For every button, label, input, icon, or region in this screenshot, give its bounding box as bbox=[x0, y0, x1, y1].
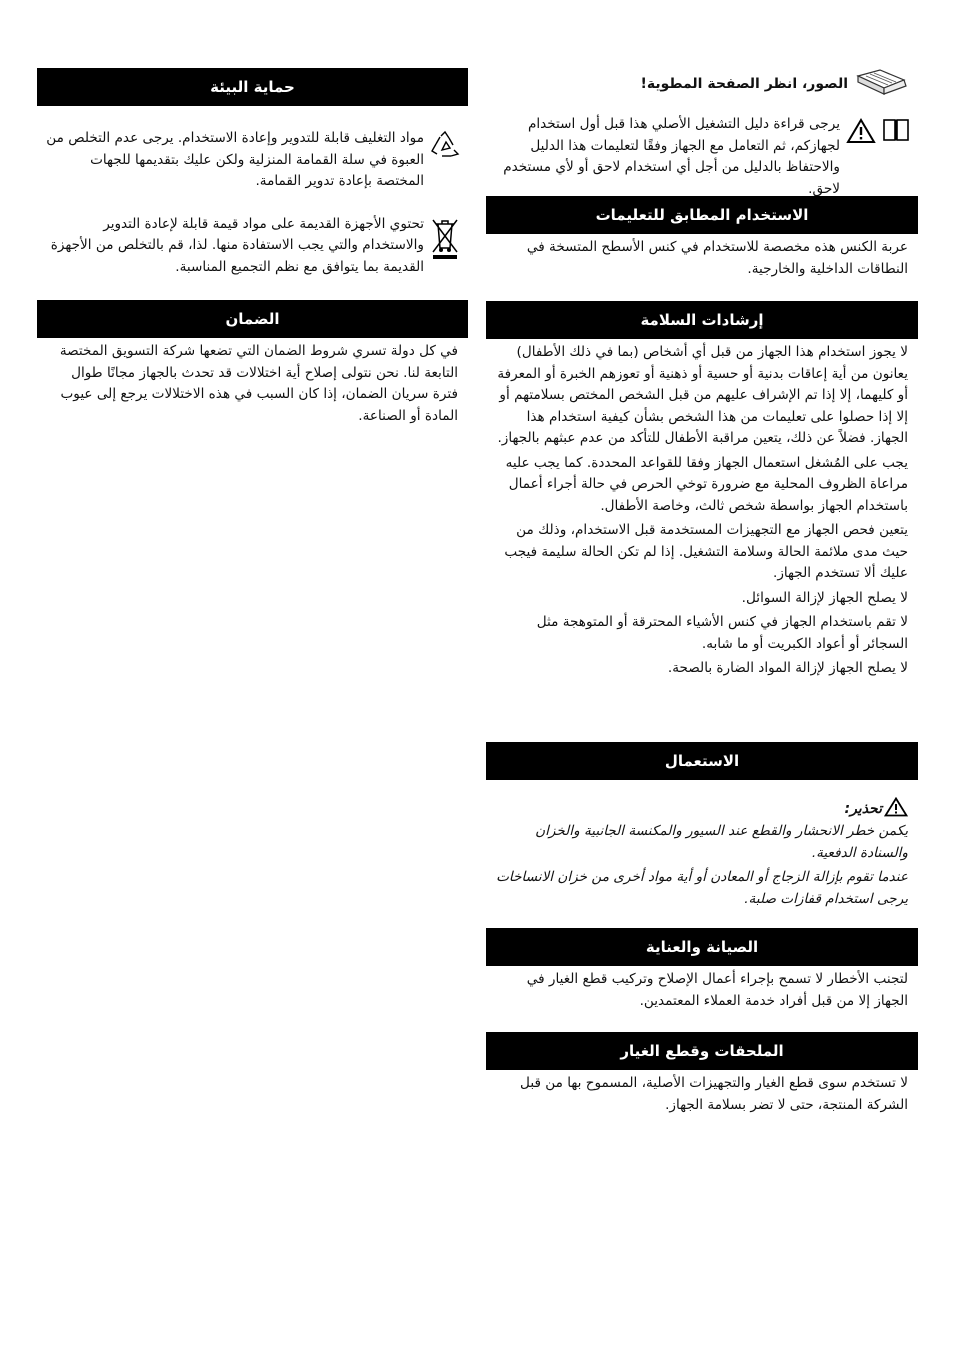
accessories-text: لا تستخدم سوى قطع الغيار والتجهيزات الأصلية، المسموح بها من قبل الشركة المنتجة، حتى لا تضر بسلامة الجهاز. bbox=[520, 1075, 908, 1113]
warranty-section bbox=[37, 300, 468, 427]
environment-section bbox=[37, 68, 468, 278]
maintenance-section bbox=[486, 928, 918, 1012]
maintenance-text: لتجنب الأخطار لا تسمح بإجراء أعمال الإصلاح وتركيب قطع الغيار في الجهاز إلا من قبل أفراد خدمة العملاء المعتمدين. bbox=[526, 971, 908, 1009]
crossed-bin-icon bbox=[430, 216, 460, 264]
intended-use-section bbox=[486, 196, 918, 280]
book-icon bbox=[854, 66, 910, 102]
environment-heading: حماية البيئة bbox=[37, 68, 468, 106]
intended-use-heading: الاستخدام المطابق للتعليمات bbox=[486, 196, 918, 234]
safety-heading: إرشادات السلامة bbox=[486, 301, 918, 339]
manual-icon bbox=[882, 118, 910, 146]
safety-paragraph: لا يجوز استخدام هذا الجهاز من قبل أي أشخاص (بما في ذلك الأطفال) يعانون من أية إعاقات بدنية أو حسية أو ذهنية أو تعوزهم الخبرة أو المعرفة أو كليهما، إلا إذا تم الإشراف عليهم من قبل الشخص المختص بسلامتهم أو إلا إذا حصلوا على تعليمات من هذا الشخص بشأن كيفية استخدام هذا الجهاز. فضلاً عن ذلك، يتعين مراقبة الأطفال للتأكد من عدم عبثهم بالجهاز. bbox=[497, 344, 908, 446]
warning-icon bbox=[884, 797, 908, 821]
safety-paragraph: لا تقم باستخدام الجهاز في كنس الأشياء المحترقة أو المتوهجة مثل السجائر أو أعواد الكبريت أو ما شابه. bbox=[536, 614, 908, 652]
safety-paragraph: يتعين فحص الجهاز مع التجهيزات المستخدمة قبل الاستخدام، وذلك من حيث مدى ملائمة الحالة وسلامة التشغيل. إذا لم تكن الحالة سليمة فيجب عليك ألا تستخدم الجهاز. bbox=[504, 522, 908, 581]
warning-icon bbox=[846, 118, 876, 148]
recycle-icon bbox=[430, 130, 460, 164]
maintenance-heading: الصيانة والعناية bbox=[486, 928, 918, 966]
warranty-text: في كل دولة تسري شروط الضمان التي تضعها شركة التسويق المختصة التابعة لنا. نحن نتولى إصلاح أية اختلالات قد تحدث بالجهاز مجانًا طوال فترة سريان الضمان، إذا كان السبب في هذه الاختلالات يرجع إلى عيوب المادة أو الصناعة. bbox=[59, 343, 458, 424]
safety-paragraph: يجب على المُشغل استعمال الجهاز وفقا للقواعد المحددة. كما يجب عليه مراعاة الظروف المحلية مع ضرورة توخي الحرص في حالة أجراء أعمال باستخدام الجهاز بواسطة شخص ثالث، وخاصة الأطفال. bbox=[505, 454, 908, 514]
warning-title-row bbox=[486, 797, 918, 821]
accessories-section bbox=[486, 1032, 918, 1116]
read-manual-text: يرجى قراءة دليل التشغيل الأصلي هذا قبل أول استخدام لجهازكم، ثم التعامل مع الجهاز وفقًا لتعليمات هذا الدليل والاحتفاظ بالدليل من أجل أي استخدام لاحق أو لأي مستخدم لاحق. bbox=[503, 116, 840, 197]
safety-paragraph: لا يصلح الجهاز لإزالة السوائل. bbox=[741, 589, 908, 606]
packaging-text: مواد التغليف قابلة للتدوير وإعادة الاستخدام. يرجى عدم التخلص من العبوة في سلة القمامة المنزلية ولكن عليك بتقديمها للجهات المختصة بإعادة تدوير القمامة. bbox=[46, 130, 424, 189]
old-devices-text: تحتوي الأجهزة القديمة على مواد قيمة قابلة لإعادة التدوير والاستخدام والتي يجب الاستفادة منها. لذا، قم بالتخلص من الأجهزة القديمة بما يتوافق مع نظم التجميع المناسبة. bbox=[50, 215, 424, 275]
safety-section bbox=[486, 301, 918, 680]
accessories-heading: الملحقات وقطع الغيار bbox=[486, 1032, 918, 1070]
warning-text: عندما تقوم بإزالة الزجاج أو المعادن أو أية مواد أخرى من خزان الانساخات يرجى استخدام قفازات صلبة. bbox=[496, 869, 908, 907]
operation-section bbox=[486, 742, 918, 910]
warranty-heading: الضمان bbox=[37, 300, 468, 338]
packaging-row bbox=[37, 128, 468, 193]
warning-text: يكمن خطر الانحشار والقطع عند السيور والمكنسة الجانبية والخزان والسنادة الدفعية. bbox=[535, 823, 908, 861]
fold-note-row bbox=[486, 66, 910, 102]
warning-label: تحذير: bbox=[844, 801, 882, 817]
safety-paragraph: لا يصلح الجهاز لإزالة المواد الضارة بالصحة. bbox=[667, 660, 908, 676]
fold-note: الصور، انظر الصفحة المطوية! bbox=[640, 76, 848, 92]
read-manual-row bbox=[486, 114, 918, 200]
intended-use-text: عربة الكنس هذه مخصصة للاستخدام في كنس الأسطح المتسخة في النطاقات الداخلية والخارجية. bbox=[526, 239, 908, 277]
operation-heading: الاستعمال bbox=[486, 742, 918, 780]
old-devices-row bbox=[37, 214, 468, 279]
